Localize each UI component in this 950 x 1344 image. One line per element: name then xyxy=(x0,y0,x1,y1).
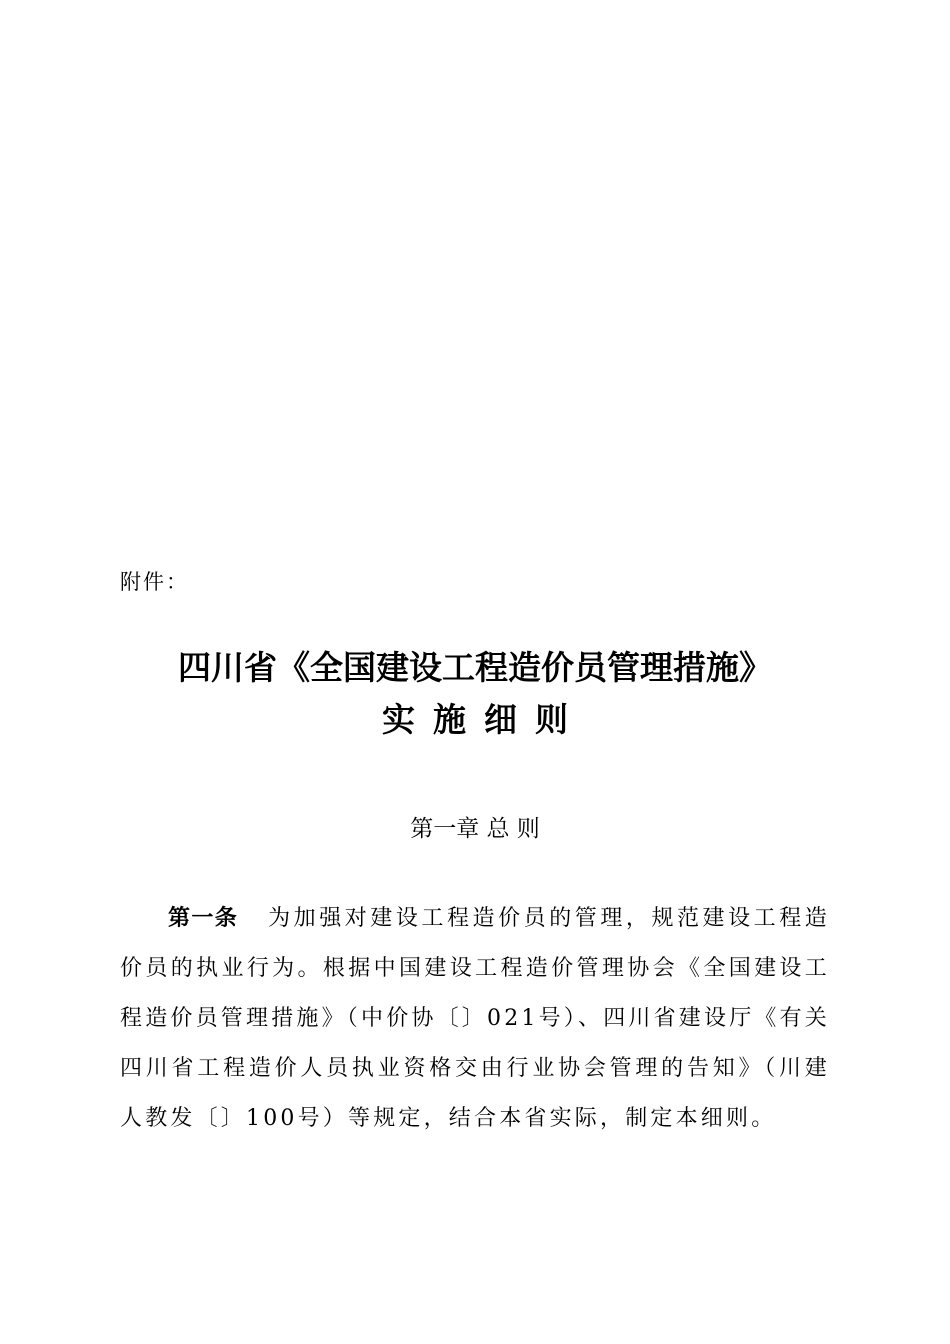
chapter-heading: 第一章 总 则 xyxy=(410,816,540,842)
article-paragraph xyxy=(120,894,830,1144)
document-title-line1: 四川省《全国建设工程造价员管理措施》 xyxy=(178,648,772,687)
document-title-line2: 实施细则 xyxy=(382,700,586,739)
attachment-label: 附件： xyxy=(120,570,189,594)
article-text: 为加强对建设工程造价员的管理，规范建设工程造价员的执业行为。根据中国建设工程造价管理协会《全国建设工程造价员管理措施》（中价协〔〕021号）、四川省建设厅《有关四川省工程造价人员执业资格交由行业协会管理的告知》（川建人教发〔〕100号）等规定，结合本省实际，制定本细则。 xyxy=(120,906,830,1131)
article-number: 第一条 xyxy=(168,906,239,931)
